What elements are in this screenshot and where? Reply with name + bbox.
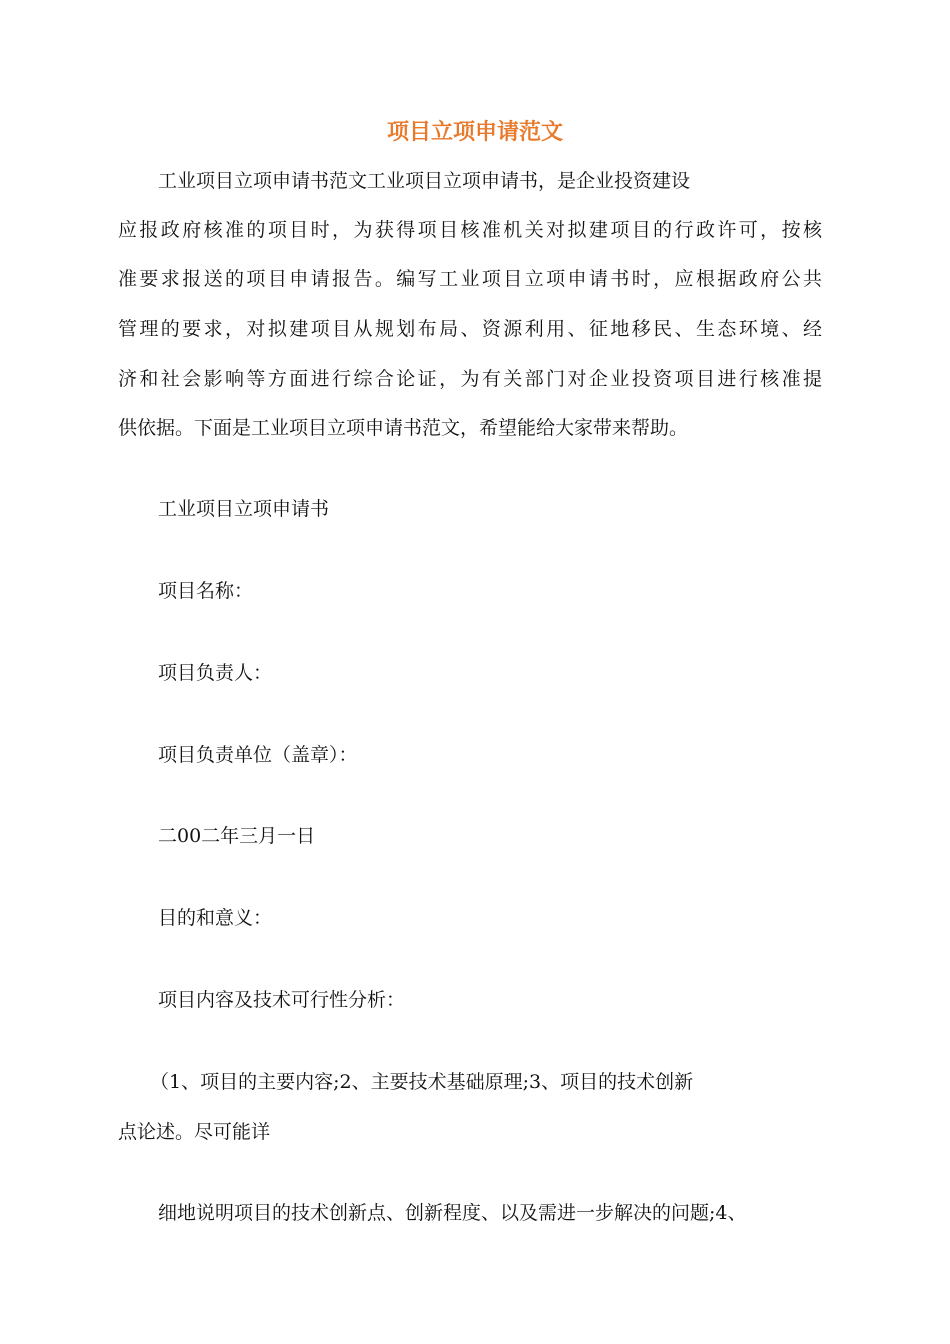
form-heading: 工业项目立项申请书	[158, 498, 330, 520]
intro-line-2: 应报政府核准的项目时，为获得项目核准机关对拟建项目的行政许可，按核	[118, 219, 822, 241]
intro-line-3: 准要求报送的项目申请报告。编写工业项目立项申请书时，应根据政府公共	[118, 268, 822, 290]
project-unit-label: 项目负责单位（盖章）：	[158, 744, 358, 766]
project-leader-label: 项目负责人：	[158, 662, 273, 684]
document-date: 二00二年三月一日	[158, 825, 316, 847]
project-name-label: 项目名称：	[158, 580, 254, 602]
intro-line-5: 济和社会影响等方面进行综合论证，为有关部门对企业投资项目进行核准提	[118, 368, 822, 390]
content-label: 项目内容及技术可行性分析：	[158, 989, 406, 1011]
document-title: 项目立项申请范文	[386, 120, 563, 145]
intro-line-4: 管理的要求，对拟建项目从规划布局、资源利用、征地移民、生态环境、经	[118, 318, 822, 340]
intro-line-6: 供依据。下面是工业项目立项申请书范文，希望能给大家带来帮助。	[118, 417, 689, 439]
content-item-line-2: 点论述。尽可能详	[118, 1121, 271, 1143]
intro-line-1: 工业项目立项申请书范文工业项目立项申请书，是企业投资建设	[158, 170, 691, 192]
detail-line: 细地说明项目的技术创新点、创新程度、以及需进一步解决的问题;4、	[158, 1202, 747, 1224]
purpose-label: 目的和意义：	[158, 907, 273, 929]
content-item-line-1: （1、项目的主要内容;2、主要技术基础原理;3、项目的技术创新	[150, 1071, 694, 1093]
